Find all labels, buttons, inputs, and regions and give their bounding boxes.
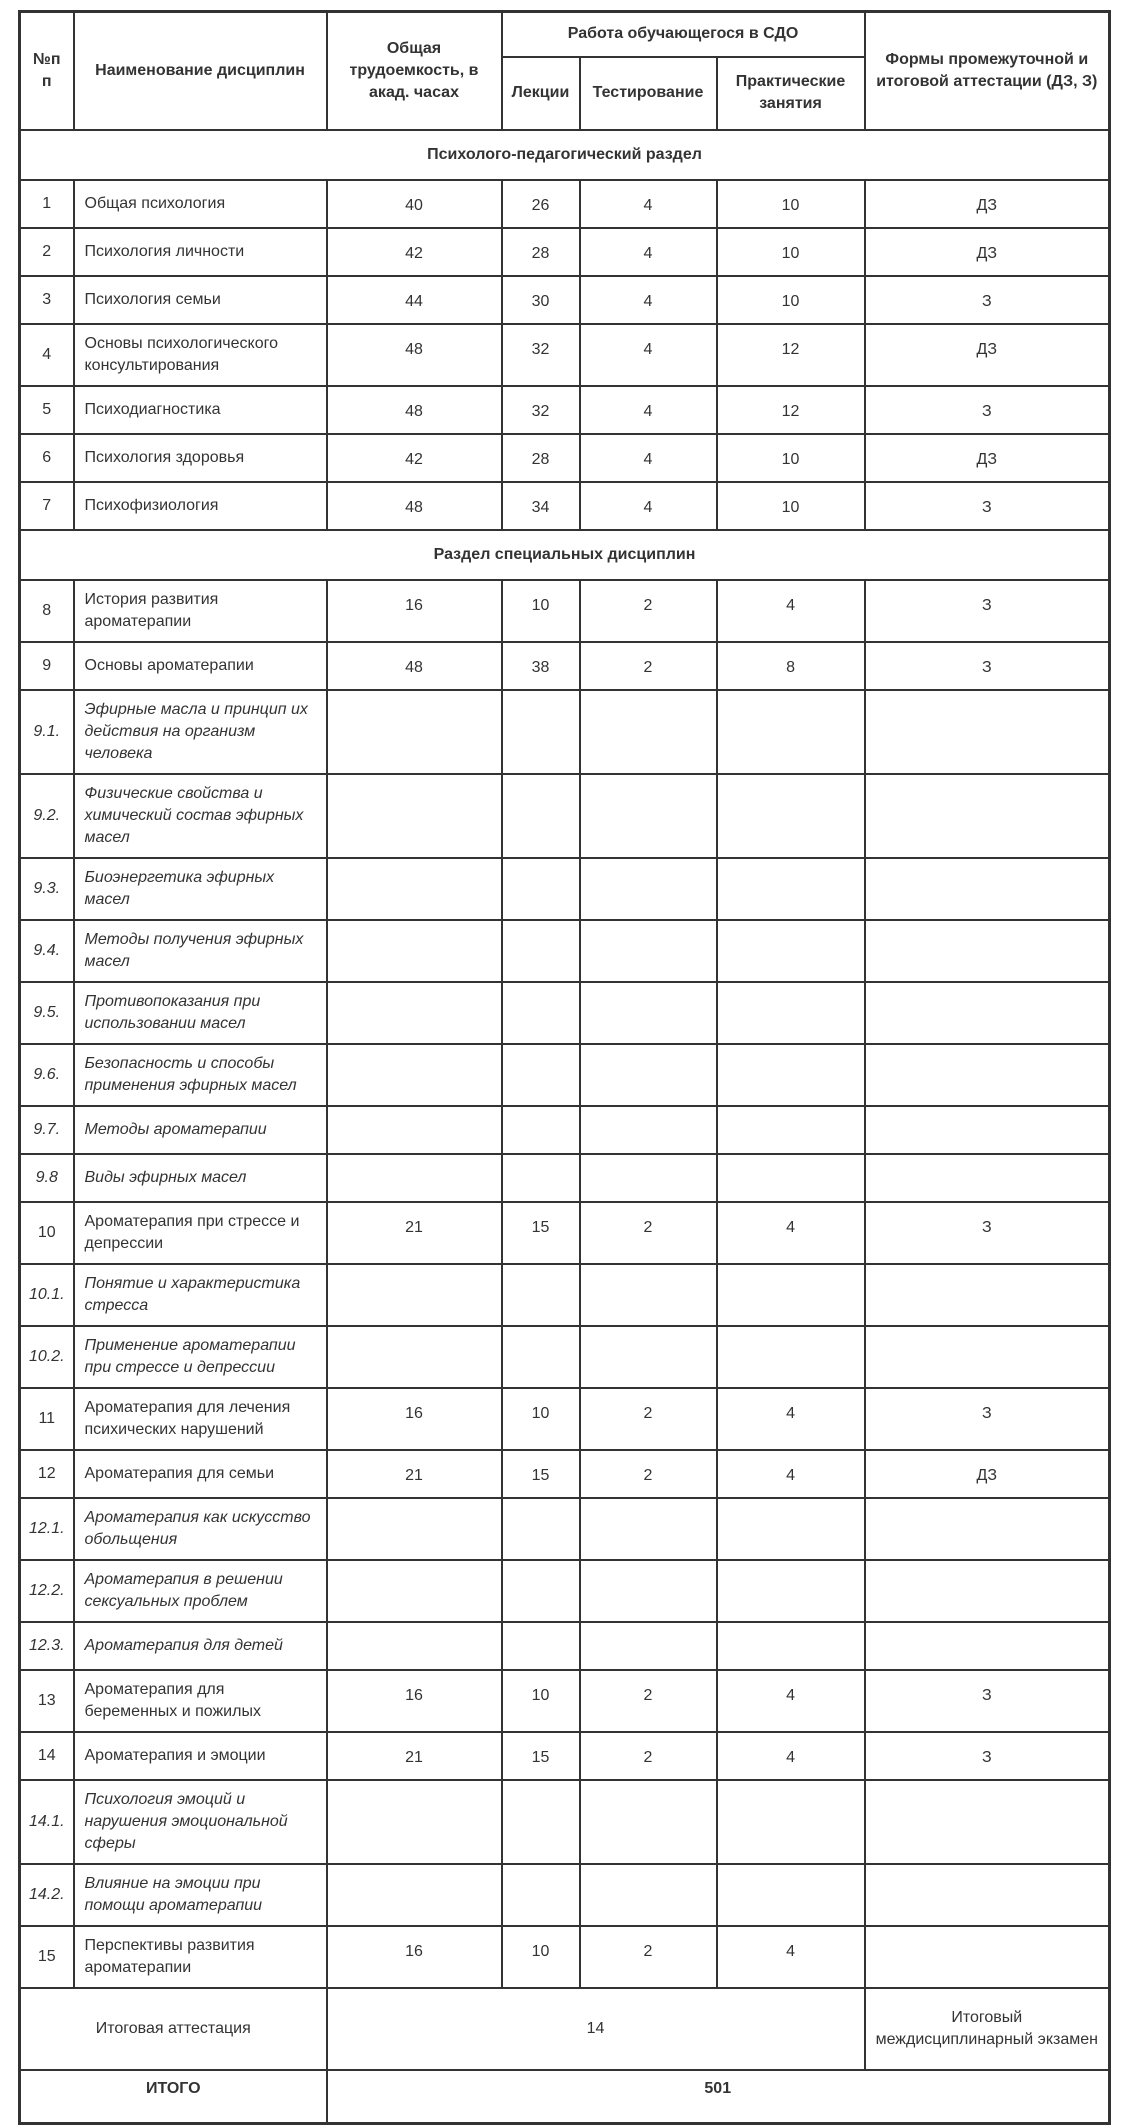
practice-cell: 4: [717, 1450, 865, 1498]
discipline-name-cell: Психология эмоций и нарушения эмоциональной сферы: [74, 1780, 327, 1864]
discipline-name-cell: Влияние на эмоции при помощи ароматерапии: [74, 1864, 327, 1926]
practice-cell: 10: [717, 276, 865, 324]
subtopic-row: [20, 1560, 1110, 1622]
row-number-cell: 12.2.: [20, 1560, 74, 1622]
table-body: [20, 130, 1110, 2124]
practice-cell: [717, 1622, 865, 1670]
discipline-name-cell: Психология семьи: [74, 276, 327, 324]
row-number-cell: 1: [20, 180, 74, 228]
row-number-cell: 14.2.: [20, 1864, 74, 1926]
header-col-num: №пп: [20, 12, 74, 130]
discipline-row: [20, 1202, 1110, 1264]
lectures-cell: 10: [502, 1388, 580, 1450]
attestation-cell: З: [865, 1670, 1110, 1732]
subtopic-row: [20, 1106, 1110, 1154]
lectures-cell: 15: [502, 1450, 580, 1498]
subtopic-row: [20, 690, 1110, 774]
lectures-cell: [502, 690, 580, 774]
total-hours-cell: 42: [327, 434, 502, 482]
total-hours-cell: [327, 1864, 502, 1926]
testing-cell: 2: [580, 1202, 717, 1264]
lectures-cell: 28: [502, 228, 580, 276]
total-hours-cell: [327, 858, 502, 920]
header-col-total: Общая трудоемкость, в акад. часах: [327, 12, 502, 130]
discipline-name-cell: Ароматерапия при стрессе и депрессии: [74, 1202, 327, 1264]
total-hours-cell: 16: [327, 1926, 502, 1988]
header-col-testing: Тестирование: [580, 57, 717, 130]
row-number-cell: 10.2.: [20, 1326, 74, 1388]
lectures-cell: 32: [502, 324, 580, 386]
practice-cell: [717, 1780, 865, 1864]
attestation-cell: З: [865, 1202, 1110, 1264]
discipline-row: [20, 180, 1110, 228]
discipline-row: [20, 1450, 1110, 1498]
discipline-name-cell: Противопоказания при использовании масел: [74, 982, 327, 1044]
final-attestation-hours-cell: 14: [327, 1988, 865, 2070]
discipline-row: [20, 1670, 1110, 1732]
total-hours-cell: 48: [327, 482, 502, 530]
testing-cell: [580, 1498, 717, 1560]
testing-cell: 2: [580, 642, 717, 690]
total-hours-cell: 48: [327, 386, 502, 434]
row-number-cell: 14: [20, 1732, 74, 1780]
final-attestation-form-cell: Итоговый междисциплинарный экзамен: [865, 1988, 1110, 2070]
total-hours-cell: [327, 920, 502, 982]
lectures-cell: 32: [502, 386, 580, 434]
discipline-name-cell: Ароматерапия для лечения психических нарушений: [74, 1388, 327, 1450]
discipline-row: [20, 276, 1110, 324]
total-hours-cell: [327, 982, 502, 1044]
total-hours-cell: 16: [327, 1670, 502, 1732]
lectures-cell: 26: [502, 180, 580, 228]
section-row: [20, 130, 1110, 180]
testing-cell: 2: [580, 1732, 717, 1780]
lectures-cell: [502, 982, 580, 1044]
lectures-cell: [502, 774, 580, 858]
attestation-cell: ДЗ: [865, 228, 1110, 276]
subtopic-row: [20, 1044, 1110, 1106]
row-number-cell: 8: [20, 580, 74, 642]
grand-row: [20, 2070, 1110, 2124]
discipline-row: [20, 324, 1110, 386]
practice-cell: [717, 1864, 865, 1926]
row-number-cell: 12.3.: [20, 1622, 74, 1670]
discipline-name-cell: Ароматерапия и эмоции: [74, 1732, 327, 1780]
discipline-name-cell: Ароматерапия как искусство обольщения: [74, 1498, 327, 1560]
practice-cell: [717, 690, 865, 774]
discipline-name-cell: Методы ароматерапии: [74, 1106, 327, 1154]
testing-cell: [580, 1864, 717, 1926]
testing-cell: [580, 1154, 717, 1202]
row-number-cell: 9: [20, 642, 74, 690]
attestation-cell: [865, 1498, 1110, 1560]
row-number-cell: 3: [20, 276, 74, 324]
testing-cell: 4: [580, 386, 717, 434]
curriculum-table: [18, 10, 1111, 2125]
total-hours-cell: 42: [327, 228, 502, 276]
subtopic-row: [20, 1326, 1110, 1388]
subtopic-row: [20, 1264, 1110, 1326]
header-col-practice: Практические занятия: [717, 57, 865, 130]
row-number-cell: 5: [20, 386, 74, 434]
discipline-name-cell: Ароматерапия для детей: [74, 1622, 327, 1670]
discipline-row: [20, 1732, 1110, 1780]
discipline-row: [20, 434, 1110, 482]
testing-cell: 4: [580, 276, 717, 324]
total-hours-cell: 48: [327, 324, 502, 386]
total-hours-cell: 16: [327, 580, 502, 642]
practice-cell: [717, 1560, 865, 1622]
attestation-cell: [865, 1154, 1110, 1202]
lectures-cell: 38: [502, 642, 580, 690]
lectures-cell: [502, 920, 580, 982]
subtopic-row: [20, 1498, 1110, 1560]
row-number-cell: 4: [20, 324, 74, 386]
testing-cell: 2: [580, 1450, 717, 1498]
practice-cell: [717, 1106, 865, 1154]
subtopic-row: [20, 774, 1110, 858]
subtopic-row: [20, 1622, 1110, 1670]
row-number-cell: 15: [20, 1926, 74, 1988]
practice-cell: 4: [717, 1926, 865, 1988]
discipline-name-cell: Понятие и характеристика стресса: [74, 1264, 327, 1326]
lectures-cell: [502, 1264, 580, 1326]
subtopic-row: [20, 982, 1110, 1044]
row-number-cell: 11: [20, 1388, 74, 1450]
total-hours-cell: [327, 690, 502, 774]
row-number-cell: 9.3.: [20, 858, 74, 920]
attestation-cell: [865, 1780, 1110, 1864]
attestation-cell: [865, 1264, 1110, 1326]
attestation-cell: [865, 982, 1110, 1044]
practice-cell: [717, 1044, 865, 1106]
subtopic-row: [20, 920, 1110, 982]
total-hours-cell: 21: [327, 1732, 502, 1780]
header-col-lectures: Лекции: [502, 57, 580, 130]
header-row-top: [20, 12, 1110, 57]
total-hours-cell: 40: [327, 180, 502, 228]
practice-cell: 4: [717, 1670, 865, 1732]
testing-cell: 2: [580, 1388, 717, 1450]
testing-cell: [580, 690, 717, 774]
attestation-cell: З: [865, 1388, 1110, 1450]
testing-cell: [580, 1780, 717, 1864]
lectures-cell: 28: [502, 434, 580, 482]
row-number-cell: 12: [20, 1450, 74, 1498]
row-number-cell: 9.2.: [20, 774, 74, 858]
practice-cell: [717, 774, 865, 858]
row-number-cell: 13: [20, 1670, 74, 1732]
practice-cell: 4: [717, 1202, 865, 1264]
discipline-name-cell: Основы ароматерапии: [74, 642, 327, 690]
testing-cell: [580, 1044, 717, 1106]
discipline-name-cell: Методы получения эфирных масел: [74, 920, 327, 982]
final-attestation-label-cell: Итоговая аттестация: [20, 1988, 327, 2070]
testing-cell: 4: [580, 434, 717, 482]
discipline-name-cell: Применение ароматерапии при стрессе и депрессии: [74, 1326, 327, 1388]
lectures-cell: [502, 1864, 580, 1926]
discipline-name-cell: Психология личности: [74, 228, 327, 276]
practice-cell: 10: [717, 180, 865, 228]
discipline-name-cell: Виды эфирных масел: [74, 1154, 327, 1202]
attestation-cell: [865, 1560, 1110, 1622]
row-number-cell: 9.4.: [20, 920, 74, 982]
lectures-cell: 15: [502, 1732, 580, 1780]
total-hours-cell: [327, 1622, 502, 1670]
lectures-cell: [502, 1560, 580, 1622]
testing-cell: 2: [580, 580, 717, 642]
row-number-cell: 6: [20, 434, 74, 482]
lectures-cell: 10: [502, 580, 580, 642]
lectures-cell: 30: [502, 276, 580, 324]
discipline-row: [20, 642, 1110, 690]
discipline-name-cell: Психология здоровья: [74, 434, 327, 482]
lectures-cell: [502, 1154, 580, 1202]
attestation-cell: [865, 1864, 1110, 1926]
attestation-cell: [865, 858, 1110, 920]
testing-cell: [580, 1264, 717, 1326]
header-col-name: Наименование дисциплин: [74, 12, 327, 130]
section-header-cell: Раздел специальных дисциплин: [20, 530, 1110, 580]
discipline-name-cell: История развития ароматерапии: [74, 580, 327, 642]
subtopic-row: [20, 1154, 1110, 1202]
practice-cell: [717, 1154, 865, 1202]
lectures-cell: [502, 1106, 580, 1154]
attestation-cell: З: [865, 1732, 1110, 1780]
discipline-name-cell: Перспективы развития ароматерапии: [74, 1926, 327, 1988]
attestation-cell: [865, 1106, 1110, 1154]
testing-cell: 2: [580, 1670, 717, 1732]
attestation-cell: ДЗ: [865, 180, 1110, 228]
testing-cell: 2: [580, 1926, 717, 1988]
total-hours-cell: [327, 1044, 502, 1106]
discipline-name-cell: Эфирные масла и принцип их действия на организм человека: [74, 690, 327, 774]
total-hours-cell: [327, 1326, 502, 1388]
practice-cell: 4: [717, 580, 865, 642]
lectures-cell: [502, 1622, 580, 1670]
lectures-cell: 34: [502, 482, 580, 530]
attestation-cell: [865, 1926, 1110, 1988]
practice-cell: [717, 920, 865, 982]
attestation-cell: З: [865, 642, 1110, 690]
attestation-cell: З: [865, 386, 1110, 434]
practice-cell: [717, 1264, 865, 1326]
practice-cell: [717, 858, 865, 920]
practice-cell: 4: [717, 1388, 865, 1450]
discipline-name-cell: Психодиагностика: [74, 386, 327, 434]
discipline-row: [20, 228, 1110, 276]
row-number-cell: 9.6.: [20, 1044, 74, 1106]
discipline-name-cell: Ароматерапия в решении сексуальных проблем: [74, 1560, 327, 1622]
practice-cell: 8: [717, 642, 865, 690]
discipline-row: [20, 482, 1110, 530]
discipline-row: [20, 1926, 1110, 1988]
attestation-cell: [865, 774, 1110, 858]
row-number-cell: 9.7.: [20, 1106, 74, 1154]
total-hours-cell: 16: [327, 1388, 502, 1450]
testing-cell: 4: [580, 180, 717, 228]
total-hours-cell: [327, 774, 502, 858]
attestation-cell: ДЗ: [865, 1450, 1110, 1498]
discipline-name-cell: Общая психология: [74, 180, 327, 228]
testing-cell: [580, 774, 717, 858]
testing-cell: [580, 920, 717, 982]
total-hours-cell: [327, 1780, 502, 1864]
total-hours-cell: 44: [327, 276, 502, 324]
attestation-cell: З: [865, 276, 1110, 324]
attestation-cell: [865, 1622, 1110, 1670]
testing-cell: [580, 1560, 717, 1622]
section-header-cell: Психолого-педагогический раздел: [20, 130, 1110, 180]
practice-cell: 10: [717, 482, 865, 530]
practice-cell: 12: [717, 386, 865, 434]
practice-cell: 10: [717, 228, 865, 276]
lectures-cell: 15: [502, 1202, 580, 1264]
lectures-cell: [502, 1498, 580, 1560]
total-hours-cell: [327, 1154, 502, 1202]
attestation-cell: [865, 690, 1110, 774]
final-row: [20, 1988, 1110, 2070]
row-number-cell: 10: [20, 1202, 74, 1264]
subtopic-row: [20, 858, 1110, 920]
row-number-cell: 10.1.: [20, 1264, 74, 1326]
total-hours-cell: [327, 1264, 502, 1326]
testing-cell: 4: [580, 482, 717, 530]
practice-cell: [717, 1326, 865, 1388]
section-row: [20, 530, 1110, 580]
testing-cell: [580, 1106, 717, 1154]
total-hours-cell: [327, 1498, 502, 1560]
practice-cell: 12: [717, 324, 865, 386]
attestation-cell: [865, 1326, 1110, 1388]
row-number-cell: 14.1.: [20, 1780, 74, 1864]
attestation-cell: З: [865, 580, 1110, 642]
discipline-name-cell: Основы психологического консультирования: [74, 324, 327, 386]
total-hours-cell: 21: [327, 1450, 502, 1498]
attestation-cell: ДЗ: [865, 324, 1110, 386]
practice-cell: [717, 982, 865, 1044]
total-hours-cell: [327, 1560, 502, 1622]
lectures-cell: [502, 1326, 580, 1388]
total-hours-cell: [327, 1106, 502, 1154]
attestation-cell: ДЗ: [865, 434, 1110, 482]
row-number-cell: 2: [20, 228, 74, 276]
testing-cell: [580, 858, 717, 920]
testing-cell: 4: [580, 228, 717, 276]
lectures-cell: [502, 858, 580, 920]
discipline-name-cell: Психофизиология: [74, 482, 327, 530]
testing-cell: [580, 982, 717, 1044]
practice-cell: 10: [717, 434, 865, 482]
total-hours-cell: 21: [327, 1202, 502, 1264]
header-col-sdo-group: Работа обучающегося в СДО: [502, 12, 865, 57]
table-header: [20, 12, 1110, 130]
row-number-cell: 12.1.: [20, 1498, 74, 1560]
lectures-cell: [502, 1044, 580, 1106]
discipline-row: [20, 580, 1110, 642]
practice-cell: 4: [717, 1732, 865, 1780]
lectures-cell: 10: [502, 1926, 580, 1988]
discipline-name-cell: Физические свойства и химический состав эфирных масел: [74, 774, 327, 858]
subtopic-row: [20, 1864, 1110, 1926]
lectures-cell: 10: [502, 1670, 580, 1732]
discipline-row: [20, 1388, 1110, 1450]
subtopic-row: [20, 1780, 1110, 1864]
row-number-cell: 9.5.: [20, 982, 74, 1044]
practice-cell: [717, 1498, 865, 1560]
header-col-attestation: Формы промежуточной и итоговой аттестации (ДЗ, З): [865, 12, 1110, 130]
grand-total-label-cell: ИТОГО: [20, 2070, 327, 2124]
testing-cell: [580, 1326, 717, 1388]
attestation-cell: [865, 1044, 1110, 1106]
attestation-cell: [865, 920, 1110, 982]
attestation-cell: З: [865, 482, 1110, 530]
row-number-cell: 9.1.: [20, 690, 74, 774]
discipline-name-cell: Биоэнергетика эфирных масел: [74, 858, 327, 920]
row-number-cell: 7: [20, 482, 74, 530]
discipline-name-cell: Ароматерапия для семьи: [74, 1450, 327, 1498]
testing-cell: 4: [580, 324, 717, 386]
discipline-name-cell: Безопасность и способы применения эфирных масел: [74, 1044, 327, 1106]
lectures-cell: [502, 1780, 580, 1864]
discipline-row: [20, 386, 1110, 434]
row-number-cell: 9.8: [20, 1154, 74, 1202]
grand-total-hours-cell: 501: [327, 2070, 1110, 2124]
testing-cell: [580, 1622, 717, 1670]
discipline-name-cell: Ароматерапия для беременных и пожилых: [74, 1670, 327, 1732]
total-hours-cell: 48: [327, 642, 502, 690]
